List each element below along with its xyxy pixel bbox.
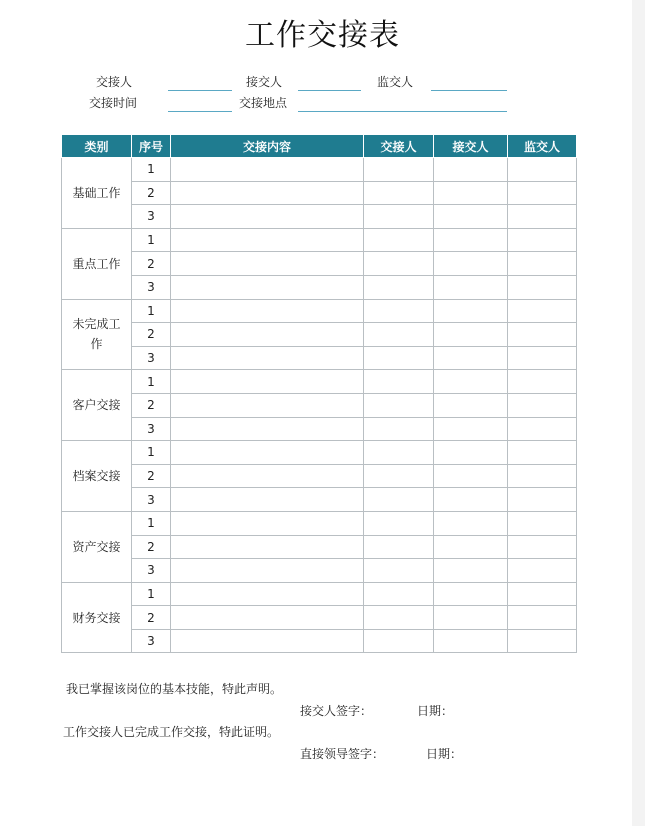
row-number-cell: 1: [132, 582, 171, 606]
receiver-cell[interactable]: [434, 158, 508, 182]
table-row: [62, 629, 577, 653]
table-row: [62, 606, 577, 630]
receiver-cell[interactable]: [434, 535, 508, 559]
content-cell[interactable]: [171, 370, 364, 394]
receiver-cell[interactable]: [434, 205, 508, 229]
table-row: [62, 441, 577, 465]
receiver-cell[interactable]: [434, 417, 508, 441]
receiver-label: 接交人: [246, 75, 283, 89]
receiver-cell[interactable]: [434, 606, 508, 630]
table-row: [62, 205, 577, 229]
handover-person-cell[interactable]: [364, 441, 434, 465]
supervisor-label: 监交人: [377, 75, 414, 89]
receiver-cell[interactable]: [434, 441, 508, 465]
handover-person-cell[interactable]: [364, 205, 434, 229]
handover-person-cell[interactable]: [364, 158, 434, 182]
column-header-handover-person: 交接人: [364, 135, 434, 158]
content-cell[interactable]: [171, 582, 364, 606]
handover-table: [61, 134, 577, 653]
document-title: 工作交接表: [245, 18, 400, 53]
receiver-cell[interactable]: [434, 488, 508, 512]
handover-place-field[interactable]: [298, 111, 507, 112]
supervisor-cell[interactable]: [508, 370, 577, 394]
table-row: [62, 346, 577, 370]
column-header-category: 类别: [62, 135, 132, 158]
handover-place-label: 交接地点: [239, 96, 288, 110]
completion-statement: 工作交接人已完成工作交接，特此证明。: [63, 725, 280, 739]
row-number-cell: 3: [132, 205, 171, 229]
column-header-number: 序号: [132, 135, 171, 158]
supervisor-cell[interactable]: [508, 582, 577, 606]
content-cell[interactable]: [171, 606, 364, 630]
handover-person-cell[interactable]: [364, 299, 434, 323]
handover-person-cell[interactable]: [364, 346, 434, 370]
row-number-cell: 3: [132, 275, 171, 299]
content-cell[interactable]: [171, 464, 364, 488]
skill-statement: 我已掌握该岗位的基本技能，特此声明。: [66, 682, 283, 696]
table-row: [62, 488, 577, 512]
receiver-field[interactable]: [298, 90, 361, 91]
handover-person-cell[interactable]: [364, 370, 434, 394]
supervisor-cell[interactable]: [508, 181, 577, 205]
handover-person-cell[interactable]: [364, 511, 434, 535]
content-cell[interactable]: [171, 441, 364, 465]
page-edge-strip: [632, 0, 645, 826]
receiver-cell[interactable]: [434, 393, 508, 417]
handover-person-cell[interactable]: [364, 559, 434, 583]
receiver-signature-label: 接交人签字：: [300, 704, 373, 718]
receiver-cell[interactable]: [434, 629, 508, 653]
handover-person-cell[interactable]: [364, 582, 434, 606]
row-number-cell: 2: [132, 606, 171, 630]
receiver-cell[interactable]: [434, 252, 508, 276]
table-header-row: [62, 135, 577, 158]
supervisor-cell[interactable]: [508, 464, 577, 488]
table-row: [62, 582, 577, 606]
content-cell[interactable]: [171, 535, 364, 559]
handover-person-cell[interactable]: [364, 417, 434, 441]
row-number-cell: 2: [132, 464, 171, 488]
supervisor-cell[interactable]: [508, 393, 577, 417]
table-row: [62, 370, 577, 394]
supervisor-cell[interactable]: [508, 629, 577, 653]
table-body: [62, 158, 577, 653]
category-cell: 财务交接: [62, 582, 132, 653]
table-row: [62, 228, 577, 252]
category-cell: 重点工作: [62, 228, 132, 299]
handover-person-cell[interactable]: [364, 181, 434, 205]
receiver-cell[interactable]: [434, 370, 508, 394]
row-number-cell: 2: [132, 181, 171, 205]
content-cell[interactable]: [171, 299, 364, 323]
row-number-cell: 3: [132, 417, 171, 441]
content-cell[interactable]: [171, 488, 364, 512]
table-row: [62, 323, 577, 347]
supervisor-cell[interactable]: [508, 511, 577, 535]
supervisor-cell[interactable]: [508, 228, 577, 252]
supervisor-cell[interactable]: [508, 158, 577, 182]
supervisor-cell[interactable]: [508, 488, 577, 512]
receiver-cell[interactable]: [434, 228, 508, 252]
content-cell[interactable]: [171, 205, 364, 229]
handover-person-cell[interactable]: [364, 535, 434, 559]
column-header-content: 交接内容: [171, 135, 364, 158]
row-number-cell: 1: [132, 441, 171, 465]
row-number-cell: 3: [132, 488, 171, 512]
handover-person-cell[interactable]: [364, 606, 434, 630]
receiver-cell[interactable]: [434, 299, 508, 323]
handover-person-cell[interactable]: [364, 393, 434, 417]
supervisor-cell[interactable]: [508, 535, 577, 559]
column-header-receiver: 接交人: [434, 135, 508, 158]
supervisor-cell[interactable]: [508, 299, 577, 323]
receiver-cell[interactable]: [434, 346, 508, 370]
table-row: [62, 158, 577, 182]
date-label-2: 日期：: [426, 747, 463, 761]
supervisor-cell[interactable]: [508, 323, 577, 347]
row-number-cell: 3: [132, 629, 171, 653]
table-row: [62, 464, 577, 488]
receiver-cell[interactable]: [434, 464, 508, 488]
content-cell[interactable]: [171, 228, 364, 252]
handover-person-cell[interactable]: [364, 252, 434, 276]
handover-person-cell[interactable]: [364, 275, 434, 299]
content-cell[interactable]: [171, 393, 364, 417]
supervisor-cell[interactable]: [508, 417, 577, 441]
row-number-cell: 3: [132, 346, 171, 370]
supervisor-cell[interactable]: [508, 252, 577, 276]
content-cell[interactable]: [171, 559, 364, 583]
handover-person-cell[interactable]: [364, 464, 434, 488]
category-cell: 客户交接: [62, 370, 132, 441]
content-cell[interactable]: [171, 629, 364, 653]
row-number-cell: 2: [132, 252, 171, 276]
row-number-cell: 1: [132, 158, 171, 182]
table-row: [62, 181, 577, 205]
row-number-cell: 1: [132, 228, 171, 252]
date-label-1: 日期：: [417, 704, 454, 718]
category-cell: 基础工作: [62, 158, 132, 229]
supervisor-cell[interactable]: [508, 441, 577, 465]
table-row: [62, 275, 577, 299]
row-number-cell: 2: [132, 323, 171, 347]
handover-person-cell[interactable]: [364, 323, 434, 347]
content-cell[interactable]: [171, 181, 364, 205]
content-cell[interactable]: [171, 417, 364, 441]
receiver-cell[interactable]: [434, 582, 508, 606]
supervisor-field[interactable]: [431, 90, 507, 91]
column-header-supervisor: 监交人: [508, 135, 577, 158]
handover-person-cell[interactable]: [364, 629, 434, 653]
receiver-cell[interactable]: [434, 559, 508, 583]
row-number-cell: 2: [132, 535, 171, 559]
handover-person-label: 交接人: [96, 75, 133, 89]
handover-person-field[interactable]: [168, 90, 232, 91]
supervisor-cell[interactable]: [508, 559, 577, 583]
handover-person-cell[interactable]: [364, 228, 434, 252]
category-cell: 档案交接: [62, 441, 132, 512]
content-cell[interactable]: [171, 275, 364, 299]
table-row: [62, 299, 577, 323]
supervisor-cell[interactable]: [508, 275, 577, 299]
supervisor-cell[interactable]: [508, 346, 577, 370]
handover-time-field[interactable]: [168, 111, 232, 112]
leader-signature-label: 直接领导签字：: [300, 747, 385, 761]
handover-time-label: 交接时间: [89, 96, 138, 110]
category-cell: 资产交接: [62, 511, 132, 582]
supervisor-cell[interactable]: [508, 606, 577, 630]
row-number-cell: 1: [132, 370, 171, 394]
table-row: [62, 535, 577, 559]
table-row: [62, 511, 577, 535]
receiver-cell[interactable]: [434, 275, 508, 299]
table-row: [62, 252, 577, 276]
table-row: [62, 393, 577, 417]
content-cell[interactable]: [171, 252, 364, 276]
receiver-cell[interactable]: [434, 511, 508, 535]
receiver-cell[interactable]: [434, 323, 508, 347]
handover-person-cell[interactable]: [364, 488, 434, 512]
table-row: [62, 559, 577, 583]
row-number-cell: 1: [132, 511, 171, 535]
content-cell[interactable]: [171, 346, 364, 370]
content-cell[interactable]: [171, 323, 364, 347]
category-cell: 未完成工作: [62, 299, 132, 370]
content-cell[interactable]: [171, 158, 364, 182]
row-number-cell: 2: [132, 393, 171, 417]
content-cell[interactable]: [171, 511, 364, 535]
row-number-cell: 1: [132, 299, 171, 323]
row-number-cell: 3: [132, 559, 171, 583]
table-row: [62, 417, 577, 441]
receiver-cell[interactable]: [434, 181, 508, 205]
supervisor-cell[interactable]: [508, 205, 577, 229]
